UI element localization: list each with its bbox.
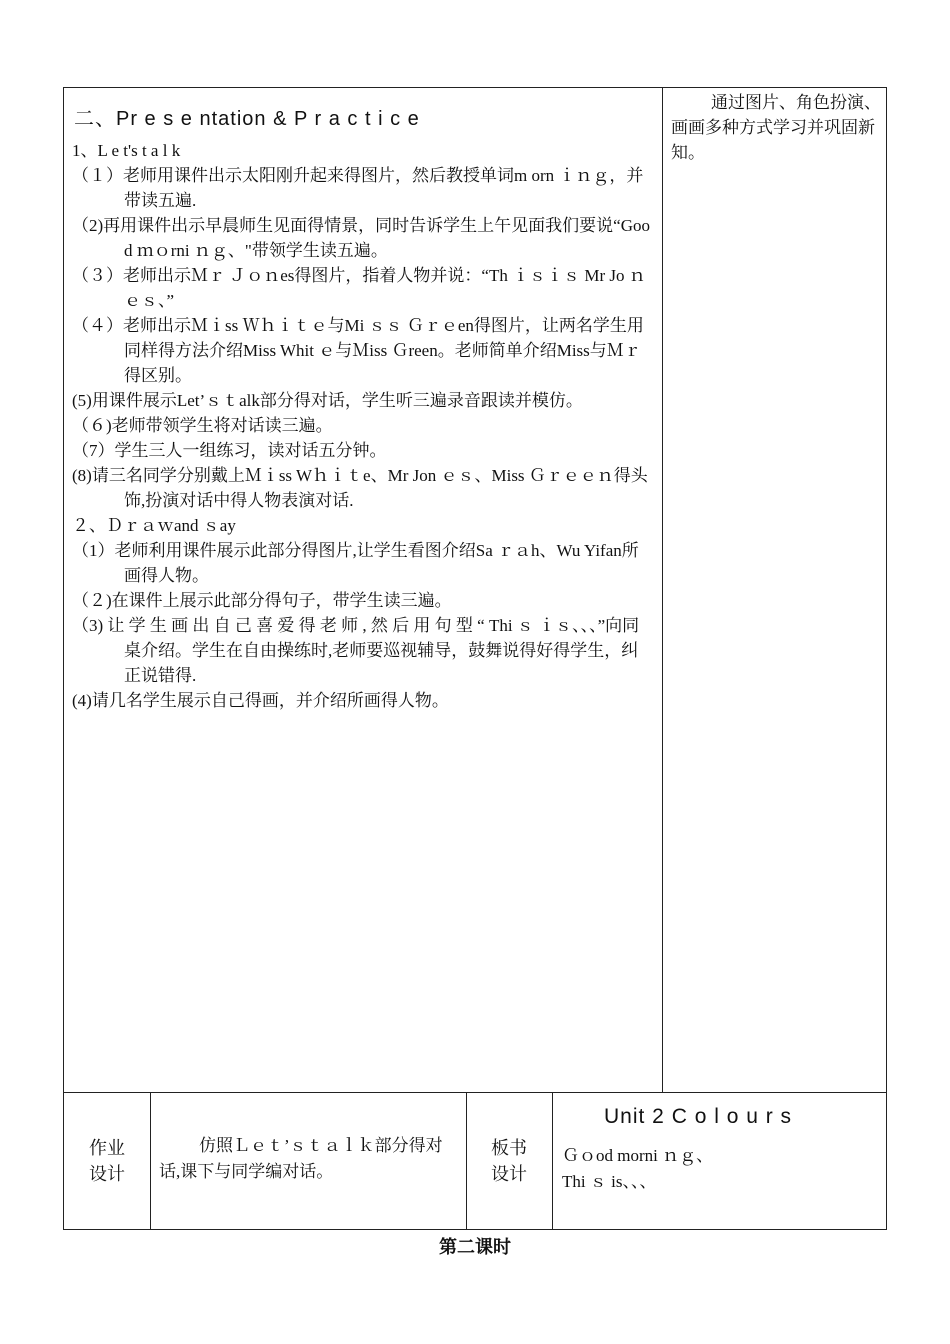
step-line: （7）学生三人一组练习，读对话五分钟。: [72, 441, 387, 460]
divider: [150, 1093, 151, 1229]
board-label: [466, 1093, 552, 1229]
step-line: ２、Ｄｒａｗand ｓay: [72, 516, 236, 535]
step-line: （1）老师利用课件展示此部分得图片,让学生看图介绍Sa ｒａh、Wu Yifan所画得人物。: [72, 541, 639, 585]
step-line: (8)请三名同学分别戴上Ｍｉss Wｈｉｔe、Mr Jon ｅｓ、Miss Ｇｒｅｅｎ得头饰,扮演对话中得人物表演对话.: [72, 466, 648, 510]
design-intent-cell: [662, 87, 887, 1093]
homework-text: 仿照Ｌｅｔ’ｓｔａｌｋ部分得对话,课下与同学编对话。: [159, 1136, 443, 1181]
lesson-footer: 第二课时: [439, 1237, 511, 1257]
step-line: （2)再用课件出示早晨师生见面得情景，同时告诉学生上午见面我们要说“Good ｍｏrni ｎｇ、"带领学生读五遍。: [72, 216, 650, 260]
board-title: Unit 2 C o l o u r s: [604, 1105, 793, 1128]
board-line: Thi ｓ is、、、: [562, 1172, 657, 1191]
step-line: 1、L e t's t a l k: [72, 141, 181, 160]
step-line: （６)老师带领学生将对话读三遍。: [72, 416, 333, 435]
step-line: （４）老师出示Ｍｉss Ｗｈｉｔｅ与Mi ｓｓ Ｇｒｅen得图片，让两名学生用同样得方法介绍Miss Whit ｅ与Ｍiss Ｇreen。老师简单介绍Miss与Ｍｒ得区别。: [72, 316, 644, 385]
board-label-line: 设计: [491, 1164, 527, 1184]
homework-label: [64, 1093, 150, 1229]
step-line: （３）老师出示Ｍｒ Ｊｏｎes得图片，指着人物并说：“Th ｉｓｉｓ Mr Jo ｎｅｓ、”: [72, 266, 646, 310]
board-label-line: 板书: [491, 1138, 527, 1158]
design-intent-text: 通过图片、角色扮演、画画多种方式学习并巩固新知。: [671, 93, 881, 162]
divider: [552, 1093, 553, 1229]
bottom-row: [63, 1092, 887, 1230]
homework-label-line: 设计: [89, 1164, 125, 1184]
steps-list: [72, 138, 654, 713]
board-line: Ｇｏod morni ｎｇ、: [562, 1146, 714, 1165]
section-heading: 二、Pr e s e ntation & P r a c t i c e: [74, 108, 420, 130]
step-line: （２)在课件上展示此部分得句子，带学生读三遍。: [72, 591, 452, 610]
homework-label-line: 作业: [89, 1138, 125, 1158]
presentation-cell: [63, 87, 663, 1093]
step-line: (4)请几名学生展示自己得画，并介绍所画得人物。: [72, 691, 449, 710]
step-line: （１）老师用课件出示太阳刚升起来得图片，然后教授单词m orn ｉｎｇ，并带读五遍.: [72, 166, 644, 210]
step-line: (5)用课件展示Let’ｓｔalk部分得对话，学生听三遍录音跟读并模仿。: [72, 391, 583, 410]
step-line: （3) 让 学 生 画 出 自 己 喜 爱 得 老 师 , 然 后 用 句 型 “ Thi ｓ ｉｓ、、、”向同桌介绍。学生在自由操练时,老师要巡视辅导，鼓舞说得好得学生，纠正说错得.: [72, 616, 640, 685]
